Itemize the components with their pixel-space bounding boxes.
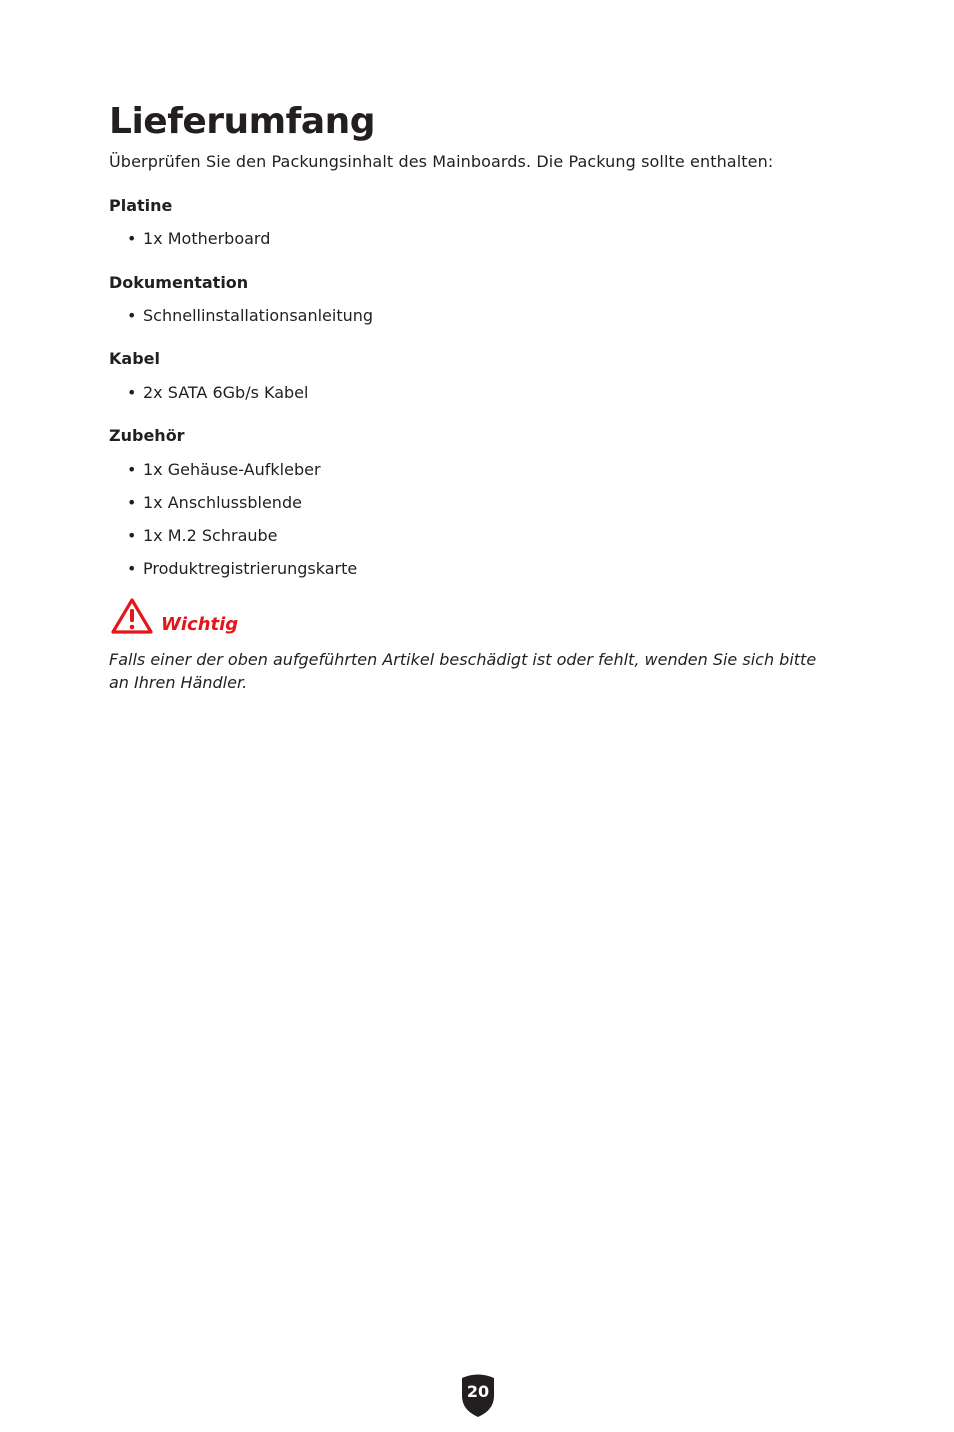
list-item-text: 2x SATA 6Gb/s Kabel (143, 383, 309, 402)
list-item (127, 305, 373, 327)
bullet-glyph: • (127, 306, 137, 325)
page-title: Lieferumfang (109, 101, 376, 142)
list-item (127, 558, 357, 580)
list-item (127, 382, 308, 404)
list-item (127, 228, 270, 250)
list-item (127, 459, 321, 481)
important-label: Wichtig (161, 614, 239, 635)
list-item-text: 1x Motherboard (143, 229, 271, 248)
section-heading-platine: Platine (109, 196, 173, 215)
list-item (127, 492, 302, 514)
bullet-glyph: • (127, 383, 137, 402)
list-item-text: 1x Gehäuse-Aufkleber (143, 460, 321, 479)
bullet-glyph: • (127, 493, 137, 512)
warning-icon (109, 596, 155, 636)
intro-text: Überprüfen Sie den Packungsinhalt des Mainboards. Die Packung sollte enthalten: (109, 152, 774, 171)
list-item-text: 1x Anschlussblende (143, 493, 302, 512)
bullet-glyph: • (127, 229, 137, 248)
list-item (127, 525, 278, 547)
list-item-text: 1x M.2 Schraube (143, 526, 278, 545)
section-heading-dokumentation: Dokumentation (109, 273, 249, 292)
section-heading-kabel: Kabel (109, 349, 160, 368)
bullet-glyph: • (127, 460, 137, 479)
list-item-text: Schnellinstallationsanleitung (143, 306, 374, 325)
section-heading-zubehoer: Zubehör (109, 426, 185, 445)
important-text: Falls einer der oben aufgeführten Artikel beschädigt ist oder fehlt, wenden Sie sich bitte an Ihren Händler. (109, 650, 817, 692)
bullet-glyph: • (127, 526, 137, 545)
page-number: 20 (466, 1382, 490, 1401)
list-item-text: Produktregistrierungskarte (143, 559, 358, 578)
bullet-glyph: • (127, 559, 137, 578)
